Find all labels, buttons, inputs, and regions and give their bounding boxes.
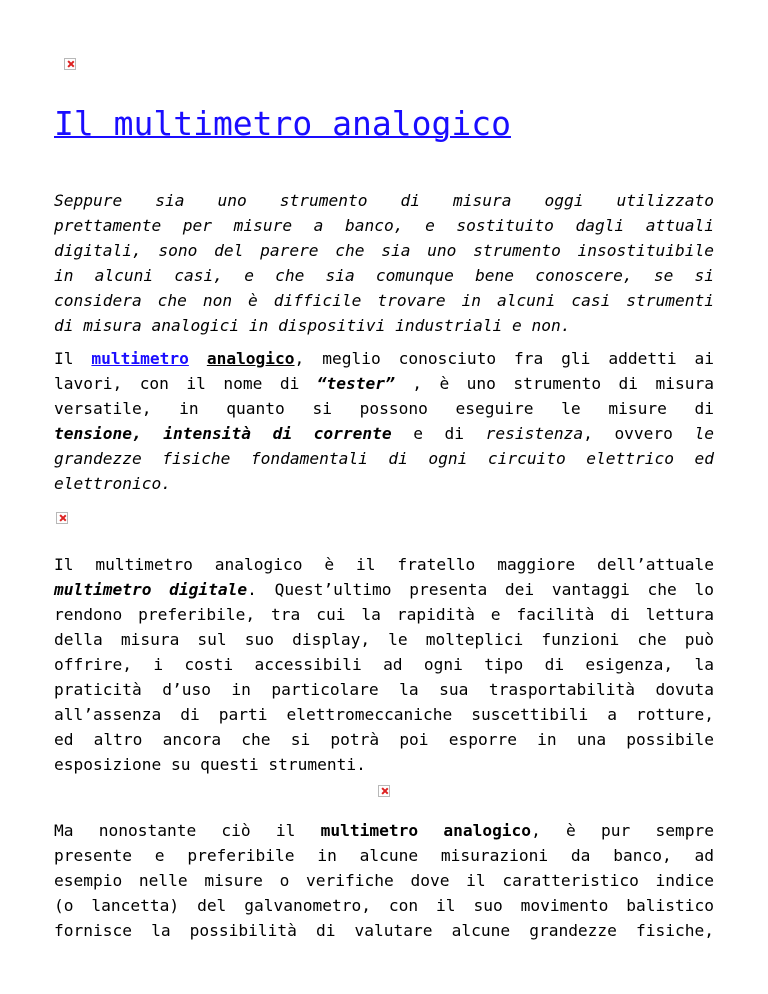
text-line: della misura sul suo display, le molteplici funzioni che può bbox=[54, 630, 714, 649]
multimetro-link[interactable]: multimetro bbox=[91, 349, 189, 368]
text-line: esposizione su questi strumenti. bbox=[54, 755, 366, 774]
intro-line: prettamente per misure a banco, e sostituito dagli attuali bbox=[54, 216, 714, 235]
text: , è pur sempre bbox=[531, 821, 714, 840]
text-line: praticità d’uso in particolare la sua trasportabilità dovuta bbox=[54, 680, 714, 699]
text-line: grandezze fisiche fondamentali di ogni circuito elettrico ed bbox=[54, 449, 714, 468]
text: e di bbox=[391, 424, 486, 443]
intro-paragraph bbox=[54, 188, 714, 338]
title-link[interactable]: Il multimetro analogico bbox=[54, 104, 511, 143]
page-title bbox=[54, 104, 511, 143]
text: , meglio conosciuto fra gli addetti ai bbox=[294, 349, 714, 368]
broken-image-icon bbox=[378, 785, 390, 797]
text-line bbox=[54, 577, 714, 602]
text: . Quest’ultimo presenta dei vantaggi che lo bbox=[247, 580, 714, 599]
text-line bbox=[54, 818, 714, 843]
intro-line: Seppure sia uno strumento di misura oggi utilizzato bbox=[54, 191, 714, 210]
text: , è uno strumento di misura bbox=[394, 374, 714, 393]
text-line bbox=[54, 421, 714, 446]
paragraph-digitale bbox=[54, 552, 714, 777]
text-line: all’assenza di parti elettromeccaniche suscettibili a rotture, bbox=[54, 705, 714, 724]
text bbox=[189, 349, 207, 368]
emphasis-text: multimetro analogico bbox=[320, 821, 532, 840]
text: lavori, con il nome di bbox=[54, 374, 317, 393]
emphasis-text: resistenza bbox=[485, 424, 584, 443]
emphasis-text: multimetro digitale bbox=[54, 580, 248, 599]
text-line: fornisce la possibilità di valutare alcune grandezze fisiche, bbox=[54, 921, 714, 940]
intro-line: considera che non è difficile trovare in alcuni casi strumenti bbox=[54, 291, 714, 310]
broken-image-icon bbox=[56, 512, 68, 524]
paragraph-ciononostante bbox=[54, 818, 714, 943]
intro-line: in alcuni casi, e che sia comunque bene conoscere, se si bbox=[54, 266, 714, 285]
text-line: versatile, in quanto si possono eseguire le misure di bbox=[54, 399, 714, 418]
intro-line: di misura analogici in dispositivi industriali e non. bbox=[54, 316, 571, 335]
emphasis-text: le bbox=[694, 424, 714, 443]
text: Ma nonostante ciò il bbox=[54, 821, 321, 840]
paragraph-tester bbox=[54, 346, 714, 496]
text-line bbox=[54, 346, 714, 371]
text-line: elettronico. bbox=[54, 474, 171, 493]
text-line: ed altro ancora che si potrà poi esporre in una possibile bbox=[54, 730, 714, 749]
text-line: rendono preferibile, tra cui la rapidità e facilità di lettura bbox=[54, 605, 714, 624]
text: , ovvero bbox=[583, 424, 695, 443]
text: Il bbox=[54, 349, 92, 368]
emphasis-text: tensione, intensità di corrente bbox=[54, 424, 392, 443]
text-line bbox=[54, 371, 714, 396]
broken-image-icon bbox=[64, 58, 76, 70]
text-line: presente e preferibile in alcune misurazioni da banco, ad bbox=[54, 846, 714, 865]
tester-text: “tester” bbox=[316, 374, 395, 393]
text-line: esempio nelle misure o verifiche dove il caratteristico indice bbox=[54, 871, 714, 890]
text-line: Il multimetro analogico è il fratello maggiore dell’attuale bbox=[54, 555, 714, 574]
text-line: offrire, i costi accessibili ad ogni tipo di esigenza, la bbox=[54, 655, 714, 674]
text-line: (o lancetta) del galvanometro, con il suo movimento balistico bbox=[54, 896, 714, 915]
intro-line: digitali, sono del parere che sia uno strumento insostituibile bbox=[54, 241, 714, 260]
analogico-text: analogico bbox=[206, 349, 295, 368]
